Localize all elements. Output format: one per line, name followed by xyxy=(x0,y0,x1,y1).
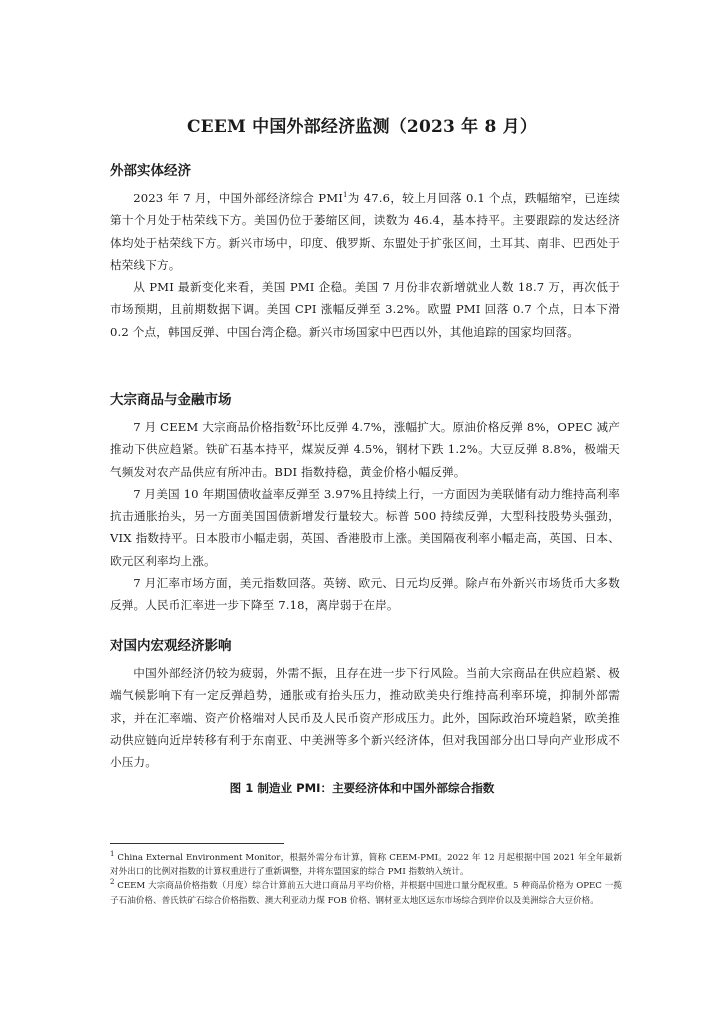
footnote-text: CEEM 大宗商品价格指数（月度）综合计算前五大进口商品月平均价格，并根据中国进口量分配权重。5 种商品价格为 OPEC 一揽子石油价格、普氏铁矿石综合价格指数、澳大利亚动力煤 FOB 价格、钢材亚太地区远东市场综合到岸价以及美洲综合大豆价格。 xyxy=(110,881,622,906)
footnote-mark: 1 xyxy=(110,850,115,859)
section-domestic-macro-impact xyxy=(110,634,620,773)
footnote-reference: 1 xyxy=(342,191,348,200)
section-commodities-financial-markets xyxy=(110,388,620,617)
footnote xyxy=(110,851,622,879)
paragraph-text: 环比反弹 4.7%，涨幅扩大。原油价格反弹 8%，OPEC 减产推动下供应趋紧。铁矿石基本持平，煤炭反弹 4.5%，钢材下跌 1.2%。大豆反弹 8.8%，极端天气频发对农产品供应有所冲击。BDI 指数持稳，黄金价格小幅反弹。 xyxy=(110,420,620,479)
section-external-real-economy xyxy=(110,159,620,343)
section-heading: 外部实体经济 xyxy=(110,163,191,179)
footnote-reference: 2 xyxy=(296,420,301,429)
paragraph-text: 为 47.6，较上月回落 0.1 个点，跌幅缩窄，已连续第十个月处于枯荣线下方。美国仍位于萎缩区间，读数为 46.4，基本持平。主要跟踪的发达经济体均处于枯荣线下方。新兴市场中，印度、俄罗斯、东盟处于扩张区间，土耳其、南非、巴西处于枯荣线下方。 xyxy=(110,191,621,272)
section-heading: 对国内宏观经济影响 xyxy=(110,638,232,654)
footnote xyxy=(110,879,622,907)
paragraph-text: 2023 年 7 月，中国外部经济综合 PMI xyxy=(133,191,343,205)
body-paragraph: 7 月汇率市场方面，美元指数回落。英镑、欧元、日元均反弹。除卢布外新兴市场货币大多数反弹。人民币汇率进一步下降至 7.18，离岸弱于在岸。 xyxy=(110,576,620,613)
paragraph-text: 7 月 CEEM 大宗商品价格指数 xyxy=(133,420,297,434)
body-paragraph xyxy=(110,187,620,276)
footnote-text: China External Environment Monitor，根据外需分布计算，简称 CEEM-PMI。2022 年 12 月起根据中国 2021 年全年最新对外出口的比例对指数的计算权重进行了重新调整，并将东盟国家的综合 PMI 指数纳入统计。 xyxy=(110,853,622,878)
footnote-mark: 2 xyxy=(110,878,115,887)
footnotes xyxy=(110,851,622,908)
body-paragraph: 7 月美国 10 年期国债收益率反弹至 3.97%且持续上行，一方面因为美联储有动力维持高利率抗击通胀抬头，另一方面美国国债新增发行量较大。标普 500 持续反弹，大型科技股势头强劲，VIX 指数持平。日本股市小幅走弱，英国、香港股市上涨。美国隔夜利率小幅走高，英国、日本、欧元区利率均上涨。 xyxy=(110,486,620,568)
section-heading: 大宗商品与金融市场 xyxy=(110,392,232,408)
page-title: CEEM 中国外部经济监测（2023 年 8 月） xyxy=(186,117,538,137)
body-paragraph: 中国外部经济仍较为疲弱，外需不振，且存在进一步下行风险。当前大宗商品在供应趋紧、极端气候影响下有一定反弹趋势，通胀或有抬头压力，推动欧美央行维持高利率环境，抑制外部需求，并在汇率端、资产价格端对人民币及人民币资产形成压力。此外，国际政治环境趋紧，欧美推动供应链向近岸转移有利于东南亚、中美洲等多个新兴经济体，但对我国部分出口导向产业形成不小压力。 xyxy=(110,666,620,770)
body-paragraph: 从 PMI 最新变化来看，美国 PMI 企稳。美国 7 月份非农新增就业人数 18.7 万，再次低于市场预期，且前期数据下调。美国 CPI 涨幅反弹至 3.2%。欧盟 PMI 回落 0.7 个点，日本下滑 0.2 个点，韩国反弹、中国台湾企稳。新兴市场国家中巴西以外，其他追踪的国家均回落。 xyxy=(110,280,620,339)
body-paragraph xyxy=(110,416,620,483)
footnote-divider xyxy=(110,843,284,844)
figure-caption: 图 1 制造业 PMI：主要经济体和中国外部综合指数 xyxy=(229,781,495,795)
